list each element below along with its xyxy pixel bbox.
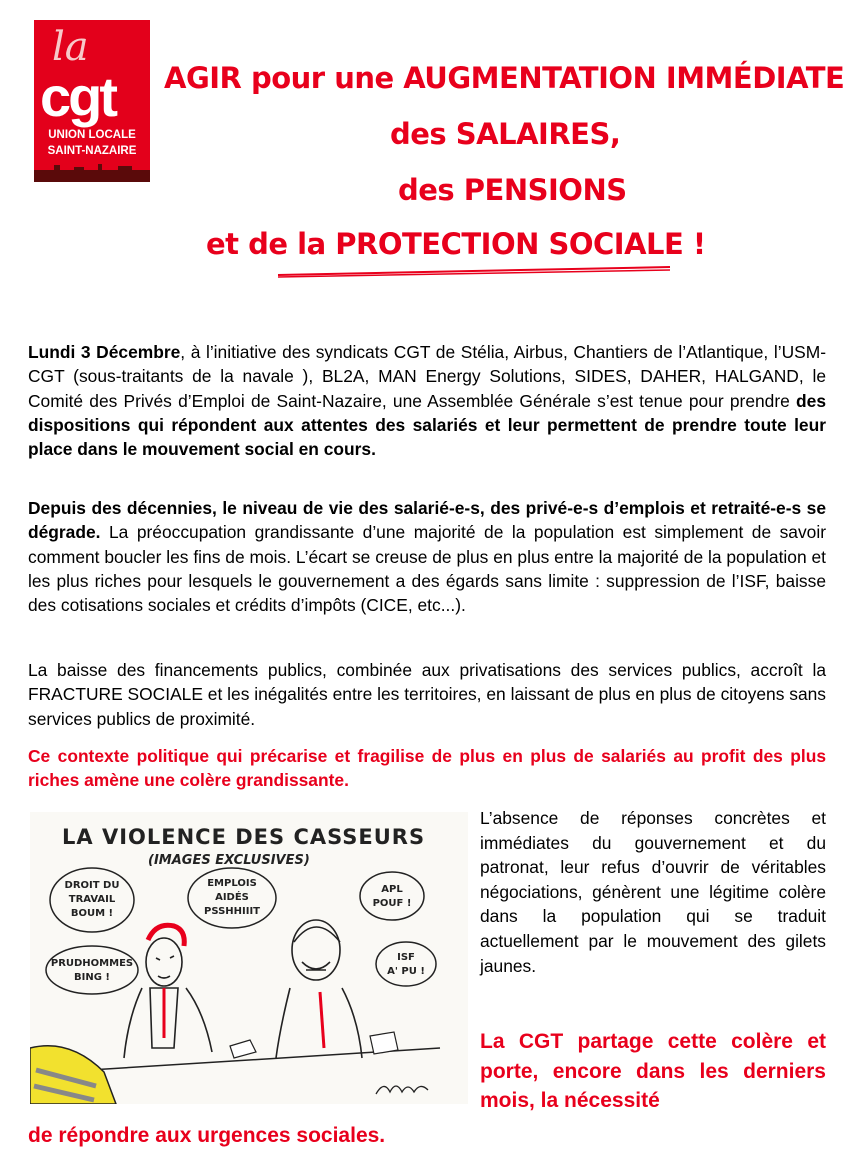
cartoon-figure-left <box>124 925 212 1058</box>
paragraph-living-standards-body: La préoccupation grandissante d’une majorité de la population est simplement de savoir comment boucler les fins de mois. L’écart se creuse de plus en plus entre la majorité de la population et les plus riches pour lesquels le gouvernement a des égards sans limite : suppression de l’ISF, baisse des cotisations sociales et crédits d’impôts (CICE, etc...). <box>28 522 826 616</box>
headline-line-3: des PENSIONS <box>398 173 627 207</box>
bubble-5-line-2: A' PU ! <box>387 966 425 977</box>
cartoon-illustration <box>30 812 468 1104</box>
bubble-1-line-3: BOUM ! <box>70 908 114 919</box>
cartoon-drawing <box>30 812 468 1104</box>
speech-bubble-5 <box>376 942 436 986</box>
logo-brand-text: cgt <box>40 65 115 128</box>
headline-line-2: des SALAIRES, <box>390 117 621 151</box>
cartoon-subtitle: (IMAGES EXCLUSIVES) <box>148 853 310 868</box>
logo-line-1: UNION LOCALE <box>48 129 136 141</box>
headline-line-4: et de la PROTECTION SOCIALE ! <box>206 227 706 261</box>
paragraph-assembly-conclusion: des dispositions qui répondent aux attentes des salariés et leur permettent de prendre toute leur place dans le mouvement social en cours. <box>28 390 826 460</box>
bubble-2-line-3: PSSHHIIIT <box>203 906 261 917</box>
bubble-1-line-1: DROIT DU <box>64 880 120 891</box>
logo-silhouette-icon <box>34 164 150 182</box>
bubble-4-line-1: PRUDHOMMES <box>50 958 134 969</box>
artist-signature-icon <box>376 1086 428 1094</box>
headline-underline <box>276 264 674 278</box>
paragraph-assembly-body: , à l’initiative des syndicats CGT de Stélia, Airbus, Chantiers de l’Atlantique, l’USM-CGT (sous-traitants de la navale ), BL2A, MAN Energy Solutions, SIDES, DAHER, HALGAND, le Comité des Privés d’Emploi de Saint-Nazaire, une Assemblée Générale s’est tenue pour prendre <box>28 342 826 411</box>
logo-line-2: SAINT-NAZAIRE <box>47 145 137 157</box>
cgt-logo <box>34 20 150 182</box>
speech-bubble-3 <box>360 872 424 920</box>
paragraph-political-context: Ce contexte politique qui précarise et fragilise de plus en plus de salariés au profit des plus riches amène une colère grandissante. <box>28 746 826 791</box>
cartoon-figure-right <box>276 920 362 1058</box>
logo-script-text: la <box>52 24 89 70</box>
cartoon-title: LA VIOLENCE DES CASSEURS <box>62 825 426 849</box>
bubble-2-line-2: AIDÉS <box>215 892 249 903</box>
headline-line-1: AGIR pour une AUGMENTATION IMMÉDIATE <box>164 61 845 95</box>
cgt-logo-graphic <box>34 20 150 182</box>
paragraph-living-standards-lead: Depuis des décennies, le niveau de vie des salarié-e-s, des privé-e-s d’emplois et retraité-e-s se dégrade. <box>28 498 826 543</box>
closing-statement: La CGT partage cette colère et porte, encore dans les derniers mois, la nécessité <box>480 1030 826 1112</box>
headline <box>150 55 850 275</box>
cartoon-papers <box>230 1032 398 1058</box>
bubble-2-line-1: EMPLOIS <box>207 878 257 889</box>
closing-statement-end: de répondre aux urgences sociales. <box>28 1124 386 1147</box>
bubble-3-line-1: APL <box>381 884 403 895</box>
bubble-3-line-2: POUF ! <box>372 898 412 909</box>
paragraph-living-standards <box>28 496 826 617</box>
paragraph-assembly <box>28 340 826 461</box>
paragraph-assembly-date: Lundi 3 Décembre <box>28 342 181 362</box>
speech-bubble-4 <box>46 946 138 994</box>
paragraph-yellow-vests: L’absence de réponses concrètes et immédiates du gouvernement et du patronat, leur refus d’ouvrir de véritables négociations, génèrent une légitime colère dans la population qui se traduit actuellement par le mouvement des gilets jaunes. <box>480 808 826 976</box>
paragraph-public-funding: La baisse des financements publics, combinée aux privatisations des services publics, accroît la FRACTURE SOCIALE et les inégalités entre les territoires, en laissant de plus en plus de citoyens sans services publics de proximité. <box>28 660 826 729</box>
bubble-5-line-1: ISF <box>397 952 415 963</box>
bubble-1-line-2: TRAVAIL <box>68 894 116 905</box>
bubble-4-line-2: BING ! <box>74 972 110 983</box>
